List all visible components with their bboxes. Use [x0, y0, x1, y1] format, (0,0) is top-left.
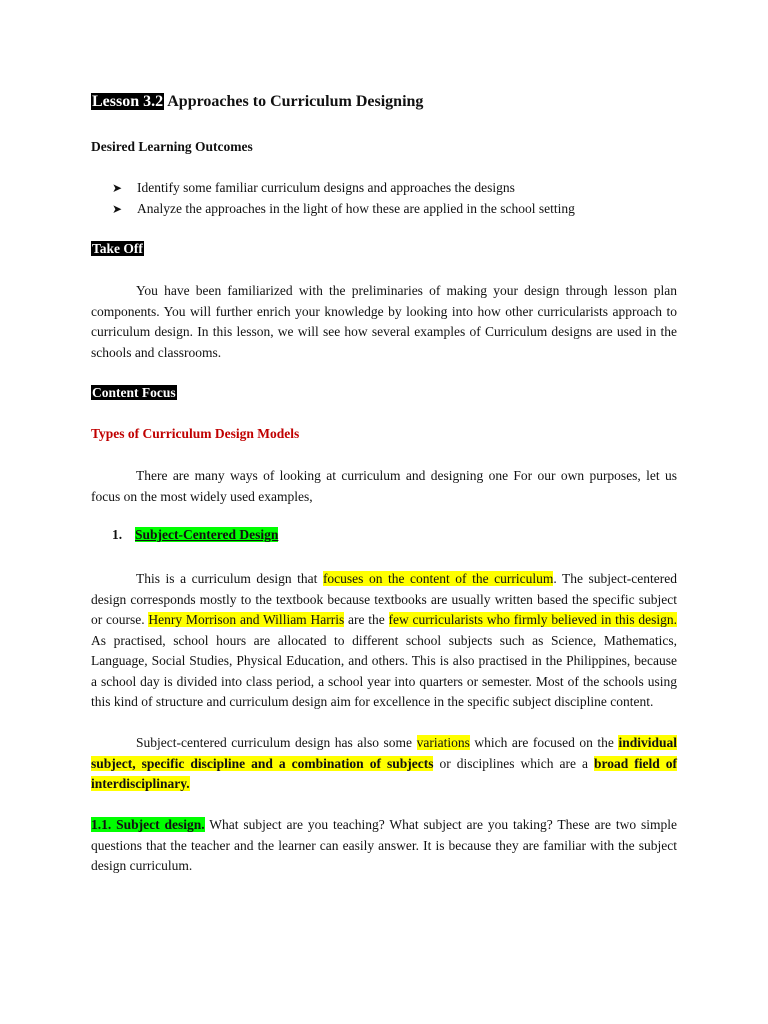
lesson-number: Lesson 3.2 [92, 93, 164, 110]
arrow-bullet-icon: ➤ [112, 181, 123, 195]
highlight: Henry Morrison and William Harris [148, 612, 345, 627]
types-heading: Types of Curriculum Design Models [91, 426, 300, 441]
lesson-title-text: Approaches to Curriculum Designing [164, 93, 424, 110]
section-1-paragraph-1: This is a curriculum design that focuses on the content of the curriculum. The subject-centered design corresponds mostly to the textbook because textbooks are usually written based the specific subject or course. Henry Morrison and William Harris are the few curricularists who firmly believed in this design. As practised, school hours are allocated to different school subjects such as Science, Mathematics, Language, Social Studies, Physical Education, and others. This is also practised in the Philippines, because a school day is divided into class period, a school year into quarters or semester. Most of the schools using this kind of structure and curriculum design aim for excellence in the specific subject discipline content. [91, 571, 678, 709]
list-item: ➤ Analyze the approaches in the light of how these are applied in the school setting [112, 198, 712, 219]
highlight: focuses on the content of the curriculum [322, 571, 554, 586]
section-1-title: Subject-Centered Design [135, 527, 279, 542]
list-item: ➤ Identify some familiar curriculum designs and approaches the designs [112, 177, 712, 198]
highlight: broad field of interdisciplinary. [91, 755, 678, 791]
section-1-1-label: 1.1. Subject design. [91, 817, 205, 832]
highlight: variations [416, 735, 470, 750]
highlight: individual subject, specific discipline and a combination of subjects [91, 735, 678, 771]
section-1-heading: 1. Subject-Centered Design [112, 527, 279, 542]
outcomes-list [112, 177, 712, 219]
lesson-title [91, 93, 677, 111]
types-paragraph: There are many ways of looking at curriculum and designing one For our own purposes, let us focus on the most widely used examples, [91, 468, 677, 504]
take-off-heading: Take Off [92, 241, 143, 256]
highlight: few curricularists who firmly believed in this design. [388, 612, 678, 627]
arrow-bullet-icon: ➤ [112, 202, 123, 216]
section-1-paragraph-2: Subject-centered curriculum design has also some variations which are focused on the individual subject, specific discipline and a combination of subjects or disciplines which are a broad field of interdisciplinary. [91, 735, 678, 791]
content-focus-heading: Content Focus [92, 385, 176, 400]
desired-learning-outcomes-heading: Desired Learning Outcomes [91, 139, 253, 154]
take-off-paragraph: You have been familiarized with the preliminaries of making your design through lesson plan components. You will further enrich your knowledge by looking into how other curricularists approach to curriculum design. In this lesson, we will see how several examples of Curriculum designs are used in the schools and classrooms. [91, 283, 677, 360]
section-1-1-paragraph: 1.1. Subject design. What subject are you teaching? What subject are you taking? These are two simple questions that the teacher and the learner can easily answer. It is because they are familiar with the subject design curriculum. [91, 817, 677, 873]
